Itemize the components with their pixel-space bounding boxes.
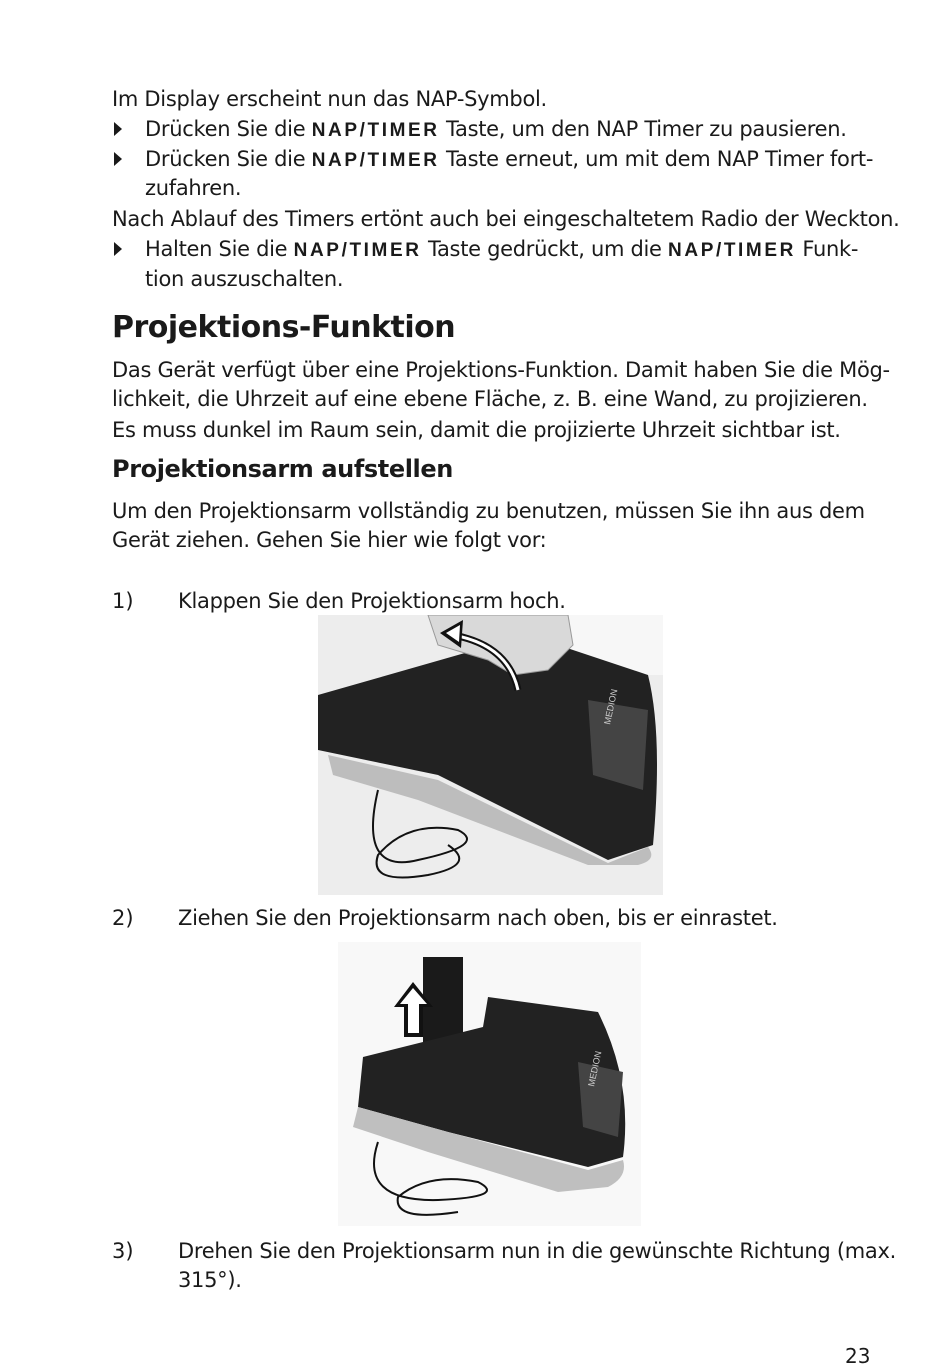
- bullet-3-text: Halten Sie die: [145, 237, 294, 261]
- subsection-paragraph-line-2: Gerät ziehen. Gehen Sie hier wie folgt vor:: [112, 528, 547, 552]
- clock-radio-fold-up-image: [318, 615, 663, 895]
- bullet-2: [145, 144, 873, 176]
- subsection-paragraph-line-1: Um den Projektionsarm vollständig zu benutzen, müssen Sie ihn aus dem: [112, 499, 865, 523]
- nap-timer-key: NAP/TIMER: [668, 240, 796, 261]
- step-2-number: 2): [112, 906, 134, 930]
- step-1-text: Klappen Sie den Projektionsarm hoch.: [178, 589, 566, 613]
- bullet-2-text-end: Taste erneut, um mit dem NAP Timer fort-: [439, 147, 874, 171]
- intro-line-1: Im Display erscheint nun das NAP-Symbol.: [112, 87, 547, 111]
- bullet-arrow-icon: [114, 152, 122, 166]
- nap-timer-key: NAP/TIMER: [311, 120, 440, 141]
- bullet-2-continued: zufahren.: [145, 176, 242, 200]
- brand-logo: MEDION: [602, 688, 620, 726]
- section-paragraph-line-3: Es muss dunkel im Raum sein, damit die projizierte Uhrzeit sichtbar ist.: [112, 418, 841, 442]
- section-paragraph-line-2: lichkeit, die Uhrzeit auf eine ebene Fläche, z. B. eine Wand, zu projizieren.: [112, 387, 868, 411]
- step-3-number: 3): [112, 1239, 134, 1263]
- bullet-3-text-end: Funk-: [795, 237, 859, 261]
- bullet-1-text-end: Taste, um den NAP Timer zu pausieren.: [439, 117, 847, 141]
- subsection-heading: Projektionsarm aufstellen: [112, 455, 453, 483]
- bullet-3-continued: tion auszuschalten.: [145, 267, 344, 291]
- step-3-continued: 315°).: [178, 1268, 242, 1292]
- step-1-number: 1): [112, 589, 134, 613]
- page-number: 23: [845, 1344, 871, 1368]
- clock-radio-pull-up-image: [338, 942, 641, 1226]
- step-2-photo: [338, 942, 641, 1226]
- bullet-1: [145, 114, 847, 146]
- bullet-arrow-icon: [114, 242, 122, 256]
- bullet-3: [145, 234, 858, 266]
- nap-timer-key: NAP/TIMER: [311, 150, 440, 171]
- step-2-text: Ziehen Sie den Projektionsarm nach oben, bis er einrastet.: [178, 906, 778, 930]
- intro-line-2: Nach Ablauf des Timers ertönt auch bei eingeschaltetem Radio der Weckton.: [112, 207, 900, 231]
- bullet-3-text-mid: Taste gedrückt, um die: [421, 237, 669, 261]
- nap-timer-key: NAP/TIMER: [293, 240, 422, 261]
- section-heading: Projektions-Funktion: [112, 310, 456, 345]
- bullet-2-text: Drücken Sie die: [145, 147, 312, 171]
- bullet-1-text: Drücken Sie die: [145, 117, 312, 141]
- section-paragraph-line-1: Das Gerät verfügt über eine Projektions-Funktion. Damit haben Sie die Mög-: [112, 358, 890, 382]
- step-1-photo: [318, 615, 663, 895]
- svg-text:MEDION: MEDION: [586, 1050, 604, 1088]
- step-3-text: Drehen Sie den Projektionsarm nun in die gewünschte Richtung (max.: [178, 1239, 896, 1263]
- bullet-arrow-icon: [114, 122, 122, 136]
